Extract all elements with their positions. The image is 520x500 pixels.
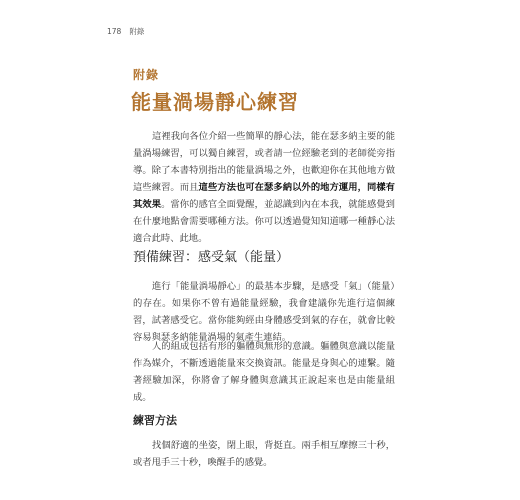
method-paragraph-1: 找個舒適的坐姿，閉上眼，背挺直。兩手相互摩擦三十秒，或者甩手三十秒，喚醒手的感覺。 [133,440,395,468]
section-heading-prep: 預備練習：感受氣（能量） [133,250,290,265]
intro-paragraph [133,128,395,247]
page-number: 178 [107,27,122,36]
running-head-section: 附錄 [129,27,145,36]
prep-paragraph-1: 進行「能量渦場靜心」的最基本步驟，是感受「氣」（能量）的存在。如果你不曾有過能量經驗，我會建議你先進行這個練習，試著感受它。當你能夠經由身體感受到氣的存在，就會比較容易與瑟多納能量渦場的氣產生連結。 [133,281,395,343]
chapter-label: 附錄 [133,68,160,82]
intro-text-a: 這裡我向各位介紹一些簡單的靜心法，能在瑟多納主要的能量渦場練習，可以獨自練習，或者請一位經驗老到的老師從旁指導。除了本書特別指出的能量渦場之外，也歡迎你在其他地方做這些練習。而且 [133,131,395,193]
section-heading-method: 練習方法 [133,414,177,427]
intro-bold-text: 這些方法也可在瑟多納以外的地方運用，同樣有其效果 [133,182,395,210]
intro-text-b: 。當你的感官全面覺醒，並認識到內在本我，就能感覺到在什麼地點會需要哪種方法。你可以透過覺知知道哪一種靜心法適合此時、此地。 [133,199,395,244]
prep-paragraph-2: 人的組成包括有形的軀體與無形的意識。軀體與意識以能量作為媒介，不斷透過能量來交換資訊。能量是身與心的連繫。隨著經驗加深，你將會了解身體與意識其正說起來也是由能量組成。 [133,341,395,403]
running-head [107,26,144,37]
chapter-title: 能量渦場靜心練習 [131,90,299,114]
